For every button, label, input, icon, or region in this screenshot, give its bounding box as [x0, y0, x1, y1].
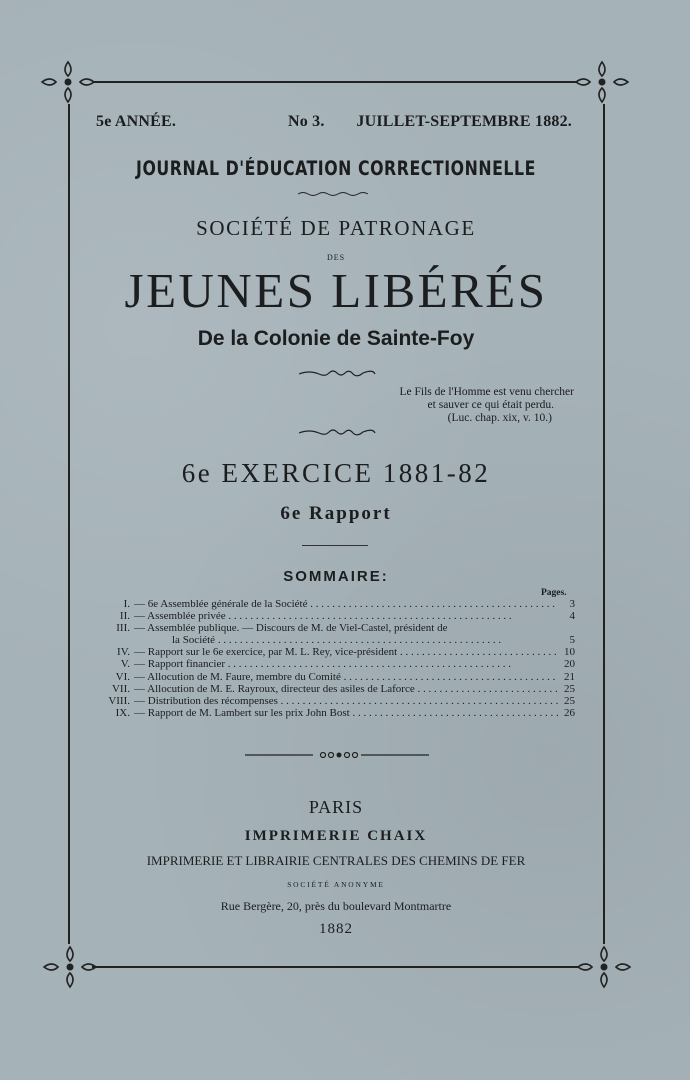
ornament-rule-icon [297, 369, 377, 379]
frame-bottom-rule [92, 966, 578, 968]
short-rule [302, 545, 368, 546]
toc-page: 21 [564, 670, 575, 683]
imprint-printer: IMPRIMERIE CHAIX [244, 828, 428, 844]
toc-page: 5 [569, 634, 575, 647]
toc-row [100, 598, 578, 610]
journal-title: JOURNAL D'ÉDUCATION CORRECTIONNELLE [136, 157, 536, 180]
rapport-title: 6e Rapport [280, 503, 392, 524]
frame-right-rule [603, 104, 605, 944]
subtitle: De la Colonie de Sainte-Foy [197, 327, 475, 350]
toc-row [100, 695, 578, 707]
issue-period: JUILLET-SEPTEMBRE 1882. [356, 113, 572, 130]
toc-number: IV. [117, 646, 130, 659]
toc-page: 10 [564, 646, 575, 659]
toc-number: V. [120, 658, 130, 671]
toc-page: 25 [564, 694, 575, 707]
exercice-title: 6e EXERCICE 1881-82 [181, 458, 491, 488]
toc-text: — Rapport sur le 6e exercice, par M. L. Rey, vice-président . . . [134, 646, 558, 658]
toc-row [100, 646, 578, 658]
toc-page: 3 [569, 598, 575, 610]
sommaire-title: SOMMAIRE: [283, 568, 389, 585]
imprint-printer-full: IMPRIMERIE ET LIBRAIRIE CENTRALES DES CHEMINS DE FER [146, 853, 526, 868]
toc-page: 26 [564, 706, 575, 719]
toc-text: — Rapport de M. Lambert sur les prix John Bost . . . [134, 707, 558, 719]
imprint-year: 1882 [319, 921, 353, 937]
toc-row [100, 622, 578, 634]
epigraph-line: Le Fils de l'Homme est venu chercher [399, 386, 574, 398]
des-line: DES [326, 253, 346, 262]
ornament-rule-icon [243, 750, 431, 760]
corner-ornament-icon [572, 943, 636, 991]
epigraph-line: et sauver ce qui était perdu. [427, 399, 554, 411]
wavy-rule [296, 190, 376, 198]
toc-number: VI. [115, 670, 130, 683]
toc-text: — Allocution de M. E. Rayroux, directeur des asiles de Laforce . . . [134, 683, 558, 695]
toc-row [100, 610, 578, 622]
toc-number: I. [123, 598, 130, 610]
toc-row [100, 658, 578, 670]
society-line: SOCIÉTÉ DE PATRONAGE [196, 216, 476, 240]
toc-page: 20 [564, 658, 575, 671]
frame-top-rule [92, 81, 578, 83]
epigraph-citation: (Luc. chap. xix, v. 10.) [447, 412, 552, 424]
toc-row [100, 634, 578, 646]
imprint-city: PARIS [308, 797, 364, 817]
toc-text: — Assemblée privée . . . [134, 610, 558, 622]
issue-year: 5e ANNÉE. [96, 113, 177, 130]
toc-text: — Allocution de M. Faure, membre du Comité . . . [134, 671, 558, 683]
imprint-company: SOCIÉTÉ ANONYME [287, 880, 385, 889]
imprint-address: Rue Bergère, 20, près du boulevard Montmartre [220, 899, 452, 913]
main-title: JEUNES LIBÉRÉS [124, 263, 548, 318]
toc-text: — Assemblée publique. — Discours de M. de Viel-Castel, président de [134, 622, 448, 635]
toc-text: la Société . . . [172, 634, 558, 646]
table-of-contents [100, 598, 578, 719]
issue-number: No 3. [288, 113, 325, 130]
toc-text: — Distribution des récompenses . . . [134, 695, 558, 707]
corner-ornament-icon [36, 58, 100, 106]
toc-text: — Rapport financier . . . [134, 658, 558, 670]
toc-page: 4 [569, 610, 575, 623]
toc-text: — 6e Assemblée générale de la Société . . . [134, 598, 558, 610]
pages-label: Pages. [541, 588, 567, 598]
ornament-rule-icon [297, 428, 377, 438]
issue-header [96, 113, 576, 137]
toc-number: VII. [111, 682, 130, 695]
corner-ornament-icon [38, 943, 102, 991]
toc-page: 25 [564, 682, 575, 695]
toc-number: III. [116, 622, 130, 635]
corner-ornament-icon [570, 58, 634, 106]
epigraph [399, 386, 574, 425]
toc-number: VIII. [108, 694, 130, 707]
toc-row [100, 671, 578, 683]
toc-row [100, 707, 578, 719]
toc-number: IX. [115, 706, 130, 719]
toc-row [100, 683, 578, 695]
toc-number: II. [119, 610, 130, 623]
